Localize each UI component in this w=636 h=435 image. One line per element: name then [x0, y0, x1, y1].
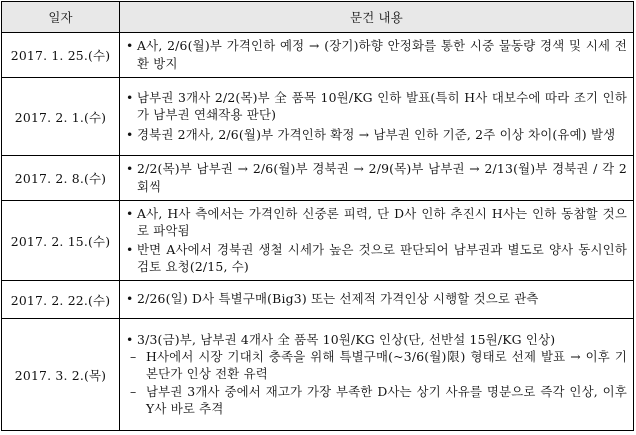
- row-content: [120, 78, 634, 156]
- bullet-item: • A사, 2/6(월)부 가격인하 예정 → (장기)하향 안정화를 통한 시중 물동량 경색 및 시세 전환 방지: [126, 37, 627, 71]
- row-content: [120, 33, 634, 78]
- dash-item: – H사에서 시장 기대치 충족을 위해 특별구매(~3/6(월)限) 형태로 선제 발표 → 이후 기본단가 인상 전환 유력: [126, 348, 627, 382]
- bullet-item: • 3/3(금)부, 남부권 4개사 全 품목 10원/KG 인상(단, 선반설 15원/KG 인상): [126, 331, 627, 348]
- bullet-item: • 남부권 3개사 2/2(목)부 全 품목 10원/KG 인하 발표(특히 H사 대보수에 따라 조기 인하가 남부권 연쇄작용 판단): [126, 89, 627, 123]
- row-content: [120, 319, 634, 431]
- row-date: 2017. 2. 22.(수): [2, 281, 120, 319]
- bullet-item: • 2/2(목)부 남부권 → 2/6(월)부 경북권 → 2/9(목)부 남부권 → 2/13(월)부 경북권 / 각 2회씩: [126, 160, 627, 194]
- row-content: [120, 281, 634, 319]
- table-row: [2, 78, 634, 156]
- bullet-item: • 반면 A사에서 경북권 생철 시세가 높은 것으로 판단되어 남부권과 별도로 양사 동시인하 검토 요청(2/15, 수): [126, 241, 627, 275]
- header-content: 문건 내용: [120, 2, 634, 33]
- table-row: [2, 281, 634, 319]
- table-row: [2, 156, 634, 201]
- dash-item: – 남부권 3개사 중에서 재고가 가장 부족한 D사는 상기 사유를 명분으로 즉각 인상, 이후 Y사 바로 추격: [126, 383, 627, 417]
- bullet-item: • 경북권 2개사, 2/6(월)부 가격인하 확정 → 남부권 인하 기준, 2주 이상 차이(유예) 발생: [126, 126, 627, 143]
- row-date: 2017. 3. 2.(목): [2, 319, 120, 431]
- document-table: [1, 1, 634, 431]
- row-date: 2017. 2. 1.(수): [2, 78, 120, 156]
- header-date: 일자: [2, 2, 120, 33]
- header-row: [2, 2, 634, 33]
- bullet-item: • 2/26(일) D사 특별구매(Big3) 또는 선제적 가격인상 시행할 것으로 관측: [126, 290, 627, 307]
- table-row: [2, 33, 634, 78]
- table-row: [2, 319, 634, 431]
- row-content: [120, 201, 634, 281]
- row-content: [120, 156, 634, 201]
- table-row: [2, 201, 634, 281]
- row-date: 2017. 2. 15.(수): [2, 201, 120, 281]
- row-date: 2017. 1. 25.(수): [2, 33, 120, 78]
- row-date: 2017. 2. 8.(수): [2, 156, 120, 201]
- bullet-item: • A사, H사 측에서는 가격인하 신중론 피력, 단 D사 인하 추진시 H사는 인하 동참할 것으로 파악됨: [126, 205, 627, 239]
